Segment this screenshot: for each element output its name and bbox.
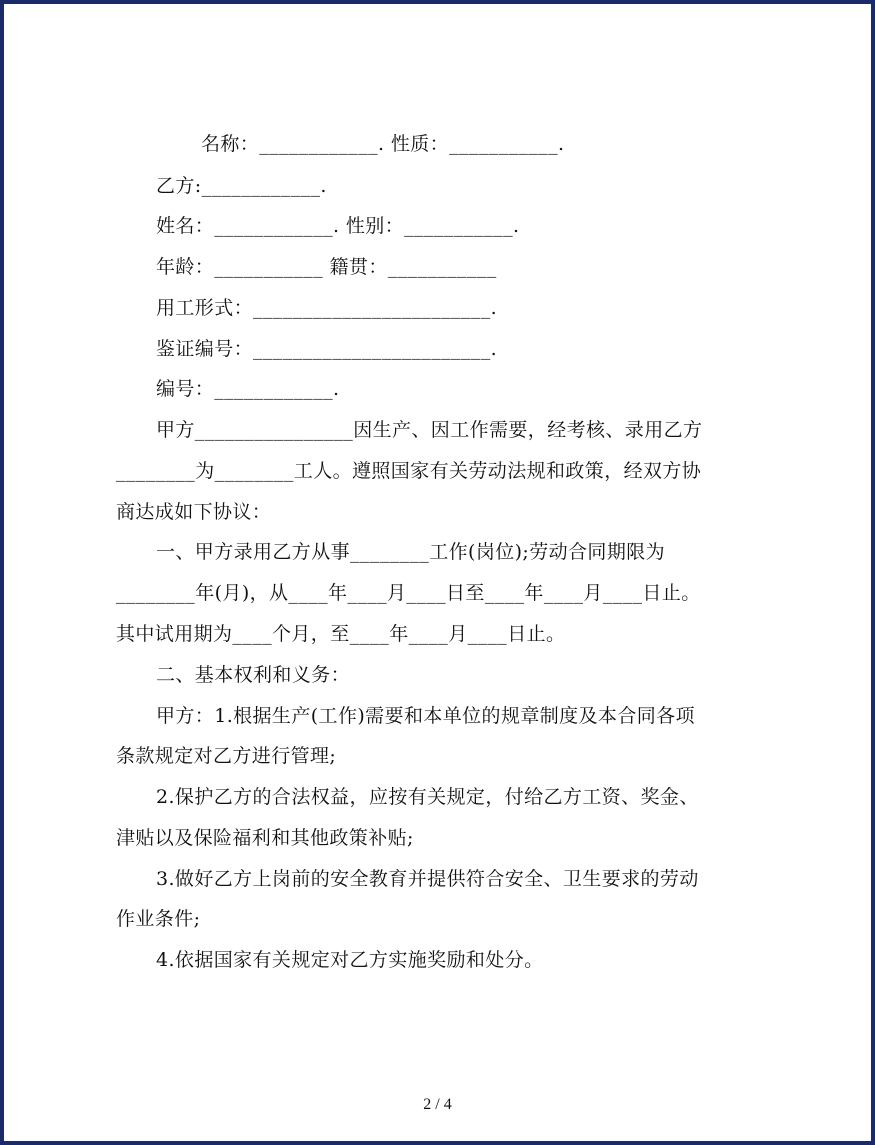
paragraph-intro-line-2: ________为________工人。遵照国家有关劳动法规和政策，经双方协 — [116, 460, 702, 482]
party-a-name-nature-line: 名称：____________. 性质：___________. — [201, 133, 565, 155]
party-a-duty-3-line-1: 3.做好乙方上岗前的安全教育并提供符合安全、卫生要求的劳动 — [156, 868, 699, 890]
paragraph-intro-line-3: 商达成如下协议： — [116, 501, 272, 523]
clause-2-heading: 二、基本权利和义务： — [156, 664, 351, 686]
party-b-line: 乙方:____________. — [156, 175, 327, 197]
age-origin-line: 年龄：___________ 籍贯：___________ — [156, 256, 497, 278]
party-a-duty-1-line-1: 甲方：1.根据生产(工作)需要和本单位的规章制度及本合同各项 — [156, 705, 695, 727]
employment-form-line: 用工形式：________________________. — [156, 297, 498, 319]
paragraph-intro-line-1: 甲方________________因生产、因工作需要，经考核、录用乙方 — [156, 419, 703, 441]
party-a-duty-3-line-2: 作业条件; — [116, 908, 201, 930]
party-a-duty-2-line-2: 津贴以及保险福利和其他政策补贴; — [116, 827, 414, 849]
clause-1-line-2: ________年(月)，从____年____月____日至____年____月____日止。 — [116, 582, 701, 604]
page-number: 2 / 4 — [423, 1096, 452, 1113]
party-a-duty-1-line-2: 条款规定对乙方进行管理; — [116, 745, 337, 767]
clause-1-line-1: 一、甲方录用乙方从事________工作(岗位);劳动合同期限为 — [156, 541, 666, 563]
name-gender-line: 姓名：____________. 性别：___________. — [156, 215, 520, 237]
serial-number-line: 编号：____________. — [156, 378, 340, 400]
certification-number-line: 鉴证编号：________________________. — [156, 338, 498, 360]
clause-1-line-3: 其中试用期为____个月，至____年____月____日止。 — [116, 623, 566, 645]
party-a-duty-4-line: 4.依据国家有关规定对乙方实施奖励和处分。 — [156, 949, 544, 971]
party-a-duty-2-line-1: 2.保护乙方的合法权益，应按有关规定，付给乙方工资、奖金、 — [156, 786, 699, 808]
